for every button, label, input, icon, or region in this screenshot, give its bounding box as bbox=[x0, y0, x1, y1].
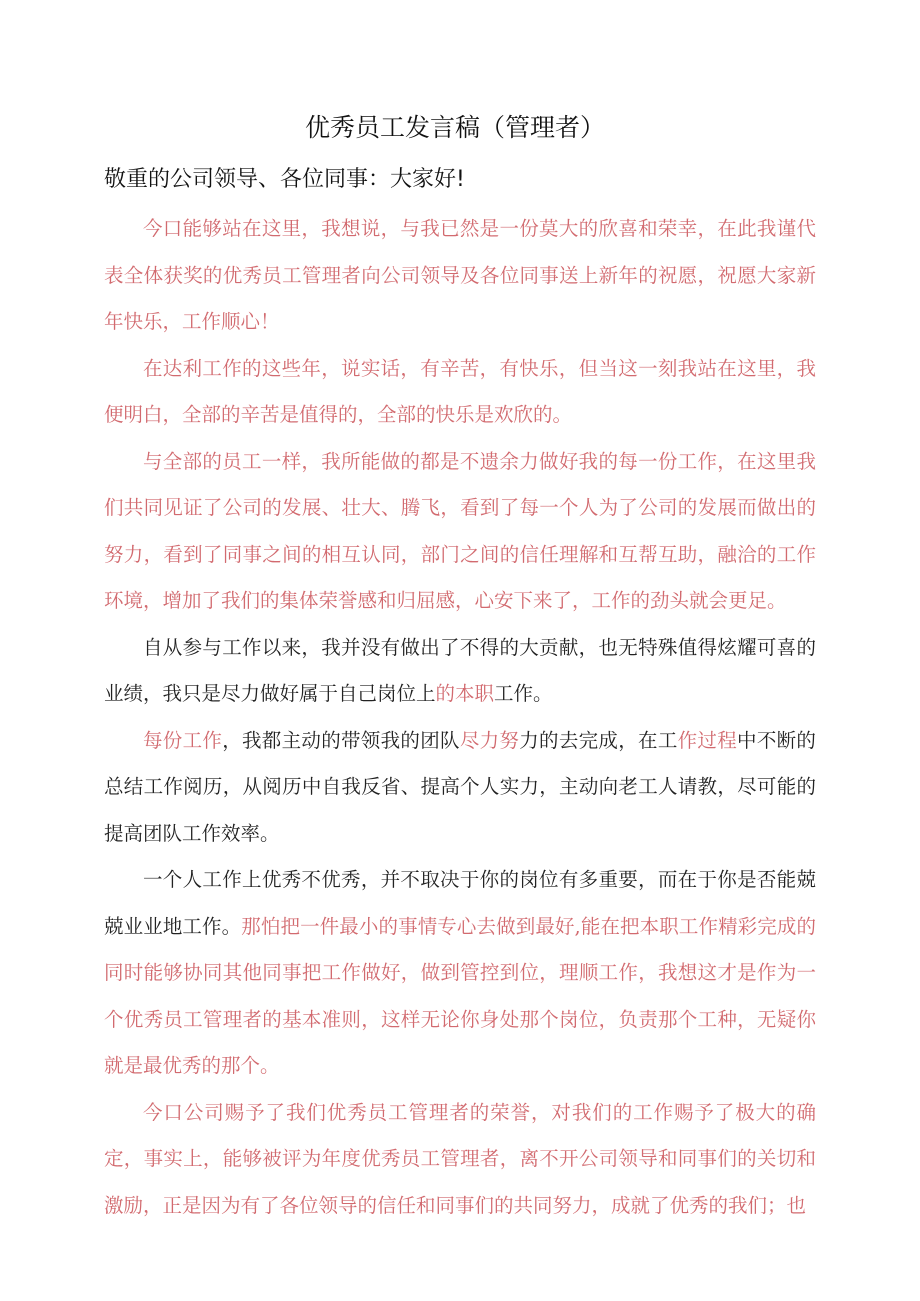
paragraph-6 bbox=[104, 857, 816, 1090]
paragraph-text-highlight: 每份工作 bbox=[143, 728, 223, 752]
document-title: 优秀员工发言稿（管理者） bbox=[304, 113, 605, 142]
greeting-line: 敬重的公司领导、各位同事：大家好! bbox=[104, 167, 465, 192]
paragraph-5 bbox=[104, 718, 816, 858]
paragraph-3 bbox=[104, 439, 816, 625]
paragraph-text: 中不断的总结工作阅历，从阅历中自我反省、提高个人实力，主动向老工人请教，尽可能的提高团队工作效率。 bbox=[104, 728, 816, 845]
paragraph-4 bbox=[104, 625, 816, 718]
paragraph-text-highlight: 的本职 bbox=[435, 682, 495, 705]
paragraph-text: 一个人工作上优秀不优秀，并不取决于你的岗位有多重要，而在于你是否能兢兢业业地工作。 bbox=[104, 868, 816, 938]
paragraph-text: ，我都主动的带领我的团队 bbox=[222, 728, 460, 752]
paragraph-text: 与全部的员工一样，我所能做的都是不遗余力做好我的每一份工作，在这里我们共同见证了公司的发展、壮大、腾飞，看到了每一个人为了公司的发展而做出的努力，看到了同事之间的相互认同，部门之间的信任理解和互帮互助，融洽的工作环境，增加了我们的集体荣誉感和归屈感，心安下来了，工作的劲头就会更足。 bbox=[104, 449, 816, 612]
paragraph-1 bbox=[104, 206, 816, 346]
speech-body bbox=[104, 206, 816, 1229]
paragraph-text-highlight: 那怕把一件最小的事情专心去做到最好,能在把本职工作精彩完成的同时能够协同其他同事把工作做好，做到管控到位，理顺工作，我想这才是作为一个优秀员工管理者的基本准则，这样无论你身处那个岗位，负责那个工种，无疑你就是最优秀的那个。 bbox=[104, 914, 816, 1077]
paragraph-text: 自从参与工作以来，我并没有做出了不得的大贡献，也无特殊值得炫耀可喜的业绩，我只是尽力做好属于自己岗位上 bbox=[104, 635, 816, 705]
paragraph-text-highlight: 作过程 bbox=[677, 728, 738, 752]
paragraph-7 bbox=[104, 1090, 816, 1230]
paragraph-text: 今口公司赐予了我们优秀员工管理者的荣誉，对我们的工作赐予了极大的确定，事实上，能够被评为年度优秀员工管理者，离不开公司领导和同事们的关切和激励，正是因为有了各位领导的信任和同事们的共同努力，成就了优秀的我们；也 bbox=[104, 1100, 816, 1217]
paragraph-2 bbox=[104, 346, 816, 439]
paragraph-text-highlight: 尽力努 bbox=[459, 728, 520, 752]
paragraph-text: 力的去完成，在工 bbox=[519, 728, 678, 752]
paragraph-text: 今口能够站在这里，我想说，与我已然是一份莫大的欣喜和荣幸，在此我谨代表全体获奖的优秀员工管理者向公司领导及各位同事送上新年的祝愿，祝愿大家新年快乐，工作顺心！ bbox=[104, 217, 816, 333]
paragraph-text: 在达利工作的这些年，说实话，有辛苦，有快乐，但当这一刻我站在这里，我便明白，全部的辛苦是值得的，全部的快乐是欢欣的。 bbox=[104, 356, 816, 426]
paragraph-text: 工作。 bbox=[494, 682, 553, 705]
